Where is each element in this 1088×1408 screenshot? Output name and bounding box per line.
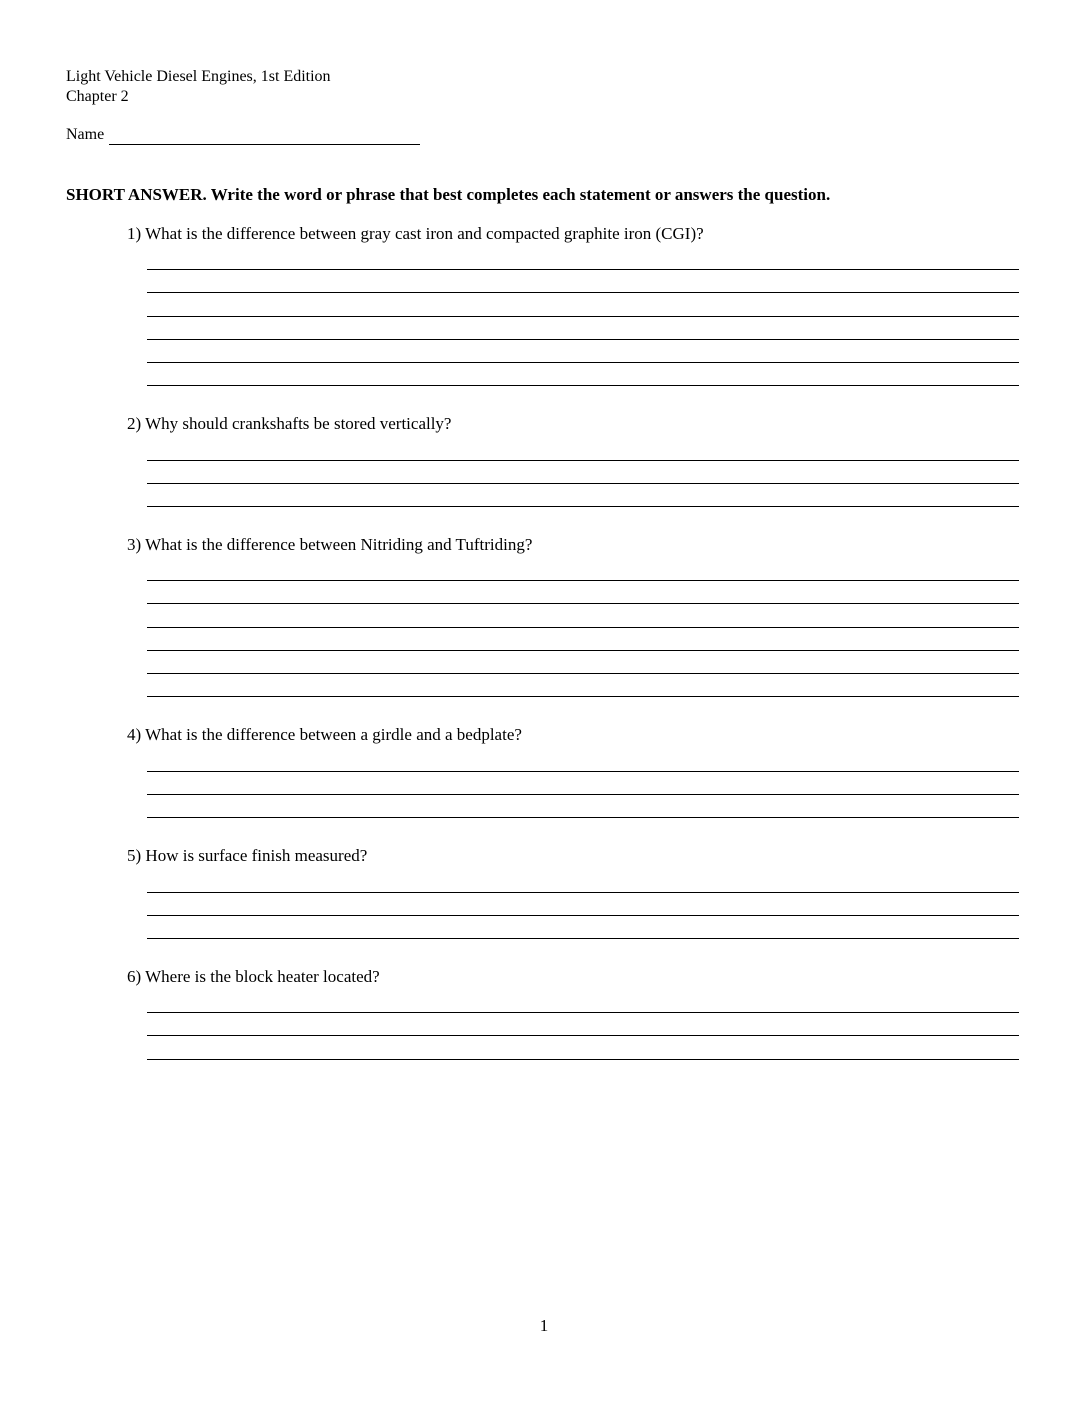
answer-line[interactable] [147, 817, 1019, 818]
answer-line[interactable] [147, 696, 1019, 697]
answer-line[interactable] [147, 1012, 1019, 1013]
question-5: 5) How is surface finish measured? [127, 846, 368, 865]
name-label: Name [66, 126, 105, 143]
answer-line[interactable] [147, 316, 1019, 317]
chapter-label: Chapter 2 [66, 88, 129, 105]
answer-line[interactable] [147, 1059, 1019, 1060]
question-4: 4) What is the difference between a girdle and a bedplate? [127, 725, 522, 744]
answer-line[interactable] [147, 915, 1019, 916]
answer-line[interactable] [147, 339, 1019, 340]
page-number: 1 [539, 1316, 549, 1335]
answer-line[interactable] [147, 269, 1019, 270]
answer-line[interactable] [147, 362, 1019, 363]
answer-line[interactable] [147, 938, 1019, 939]
answer-line[interactable] [147, 794, 1019, 795]
book-title: Light Vehicle Diesel Engines, 1st Edition [66, 68, 331, 85]
answer-line[interactable] [147, 673, 1019, 674]
answer-line[interactable] [147, 650, 1019, 651]
answer-line[interactable] [147, 385, 1019, 386]
answer-line[interactable] [147, 627, 1019, 628]
question-6: 6) Where is the block heater located? [127, 967, 380, 986]
answer-line[interactable] [147, 892, 1019, 893]
answer-line[interactable] [147, 483, 1019, 484]
answer-line[interactable] [147, 1035, 1019, 1036]
question-3: 3) What is the difference between Nitriding and Tuftriding? [127, 535, 533, 554]
answer-line[interactable] [147, 603, 1019, 604]
question-1: 1) What is the difference between gray cast iron and compacted graphite iron (CGI)? [127, 224, 704, 243]
answer-line[interactable] [147, 292, 1019, 293]
answer-line[interactable] [147, 460, 1019, 461]
answer-line[interactable] [147, 580, 1019, 581]
section-instructions: SHORT ANSWER. Write the word or phrase that best completes each statement or answers the question. [66, 185, 831, 204]
answer-line[interactable] [147, 771, 1019, 772]
question-2: 2) Why should crankshafts be stored vertically? [127, 414, 452, 433]
answer-line[interactable] [147, 506, 1019, 507]
name-field-line[interactable] [109, 144, 420, 145]
